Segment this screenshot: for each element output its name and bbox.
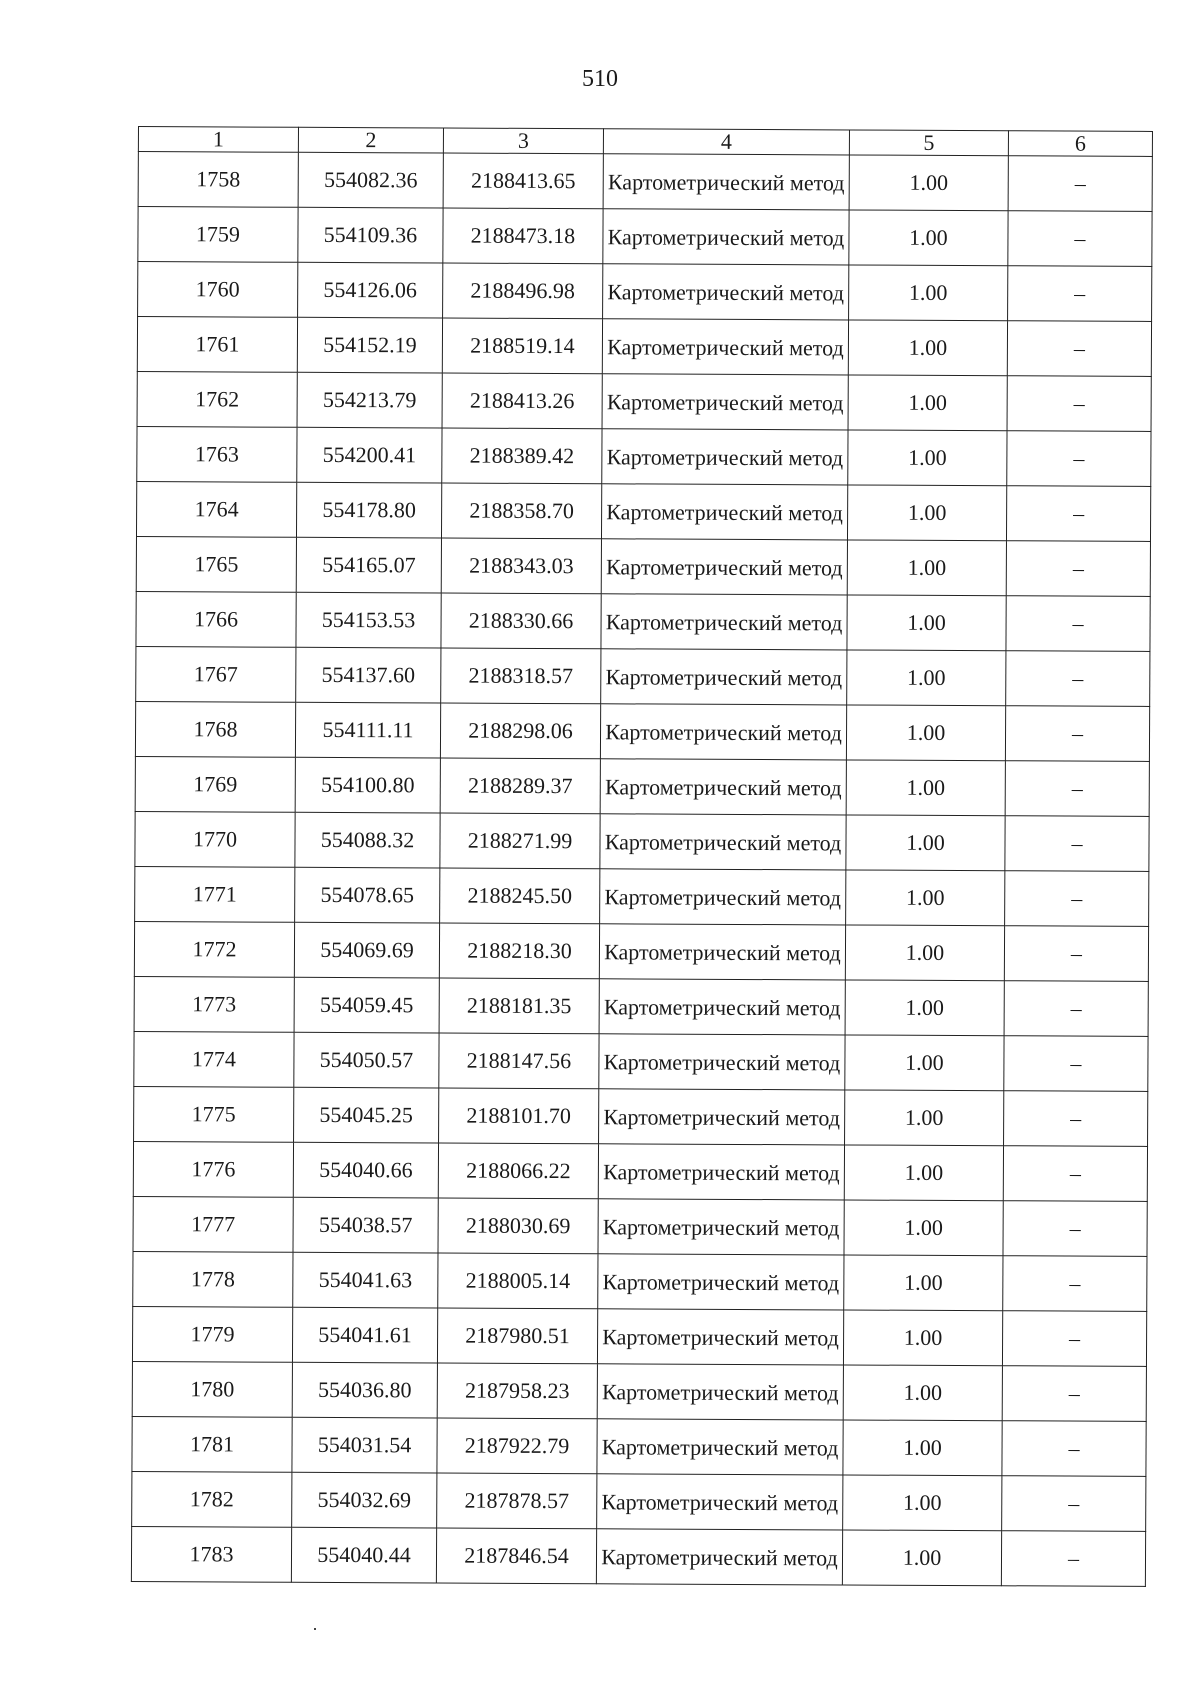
accuracy-cell: 1.00 bbox=[849, 155, 1008, 211]
scan-speck bbox=[314, 1628, 316, 1630]
point-number-cell: 1763 bbox=[137, 426, 297, 482]
y-coordinate-cell: 2188389.42 bbox=[442, 428, 602, 484]
point-number-cell: 1768 bbox=[135, 701, 295, 757]
header-cell-3: 3 bbox=[443, 128, 603, 154]
point-number-cell: 1772 bbox=[134, 921, 294, 977]
method-cell: Картометрический метод bbox=[597, 1474, 843, 1530]
table-row bbox=[133, 1141, 1147, 1201]
accuracy-cell: 1.00 bbox=[844, 1255, 1003, 1311]
x-coordinate-cell: 554050.57 bbox=[294, 1032, 439, 1088]
point-number-cell: 1776 bbox=[133, 1141, 293, 1197]
y-coordinate-cell: 2188005.14 bbox=[438, 1253, 598, 1309]
point-number-cell: 1759 bbox=[138, 207, 298, 263]
y-coordinate-cell: 2188271.99 bbox=[440, 813, 600, 869]
accuracy-cell: 1.00 bbox=[845, 1035, 1004, 1091]
y-coordinate-cell: 2188245.50 bbox=[440, 868, 600, 924]
header-cell-5: 5 bbox=[849, 130, 1008, 156]
y-coordinate-cell: 2187878.57 bbox=[437, 1473, 597, 1529]
note-cell: – bbox=[1006, 541, 1150, 597]
accuracy-cell: 1.00 bbox=[847, 485, 1006, 541]
accuracy-cell: 1.00 bbox=[846, 705, 1005, 761]
point-number-cell: 1765 bbox=[136, 536, 296, 592]
note-cell: – bbox=[1002, 1366, 1146, 1422]
point-number-cell: 1764 bbox=[136, 481, 296, 537]
note-cell: – bbox=[1007, 431, 1151, 487]
y-coordinate-cell: 2187980.51 bbox=[437, 1308, 597, 1364]
point-number-cell: 1766 bbox=[136, 591, 296, 647]
x-coordinate-cell: 554069.69 bbox=[294, 922, 439, 978]
y-coordinate-cell: 2187846.54 bbox=[436, 1528, 596, 1584]
table-row bbox=[136, 591, 1150, 651]
method-cell: Картометрический метод bbox=[603, 264, 849, 320]
method-cell: Картометрический метод bbox=[597, 1364, 843, 1420]
y-coordinate-cell: 2188289.37 bbox=[440, 758, 600, 814]
point-number-cell: 1781 bbox=[132, 1416, 292, 1472]
x-coordinate-cell: 554036.80 bbox=[292, 1362, 437, 1418]
accuracy-cell: 1.00 bbox=[849, 265, 1008, 321]
method-cell: Картометрический метод bbox=[598, 1199, 844, 1255]
table-row bbox=[135, 866, 1149, 926]
note-cell: – bbox=[1005, 816, 1149, 872]
point-number-cell: 1773 bbox=[134, 976, 294, 1032]
y-coordinate-cell: 2188413.26 bbox=[442, 373, 602, 429]
table-row bbox=[132, 1361, 1146, 1421]
point-number-cell: 1770 bbox=[135, 811, 295, 867]
x-coordinate-cell: 554100.80 bbox=[295, 757, 440, 813]
table-body bbox=[131, 127, 1152, 1587]
table-row bbox=[132, 1306, 1146, 1366]
method-cell: Картометрический метод bbox=[597, 1419, 843, 1475]
method-cell: Картометрический метод bbox=[602, 319, 848, 375]
accuracy-cell: 1.00 bbox=[849, 210, 1008, 266]
table-row bbox=[133, 1251, 1147, 1311]
y-coordinate-cell: 2188358.70 bbox=[441, 483, 601, 539]
x-coordinate-cell: 554041.63 bbox=[293, 1252, 438, 1308]
x-coordinate-cell: 554032.69 bbox=[292, 1472, 437, 1528]
table-row bbox=[137, 371, 1151, 431]
point-number-cell: 1778 bbox=[133, 1251, 293, 1307]
table-row bbox=[132, 1416, 1146, 1476]
x-coordinate-cell: 554040.66 bbox=[293, 1142, 438, 1198]
point-number-cell: 1769 bbox=[135, 756, 295, 812]
method-cell: Картометрический метод bbox=[601, 539, 847, 595]
point-number-cell: 1779 bbox=[132, 1306, 292, 1362]
table-row bbox=[134, 921, 1148, 981]
table-row bbox=[135, 756, 1149, 816]
coordinates-table bbox=[131, 126, 1153, 1587]
header-cell-4: 4 bbox=[603, 129, 849, 155]
point-number-cell: 1777 bbox=[133, 1196, 293, 1252]
table-row bbox=[135, 811, 1149, 871]
point-number-cell: 1771 bbox=[135, 866, 295, 922]
note-cell: – bbox=[1007, 376, 1151, 432]
accuracy-cell: 1.00 bbox=[846, 815, 1005, 871]
accuracy-cell: 1.00 bbox=[847, 595, 1006, 651]
point-number-cell: 1767 bbox=[136, 646, 296, 702]
header-cell-6: 6 bbox=[1008, 131, 1152, 157]
y-coordinate-cell: 2188147.56 bbox=[439, 1033, 599, 1089]
method-cell: Картометрический метод bbox=[600, 704, 846, 760]
table-row bbox=[132, 1471, 1146, 1531]
point-number-cell: 1761 bbox=[137, 317, 297, 373]
x-coordinate-cell: 554213.79 bbox=[297, 372, 442, 428]
note-cell: – bbox=[1003, 1201, 1147, 1257]
accuracy-cell: 1.00 bbox=[843, 1310, 1002, 1366]
table-row bbox=[137, 426, 1151, 486]
x-coordinate-cell: 554088.32 bbox=[295, 812, 440, 868]
accuracy-cell: 1.00 bbox=[845, 1090, 1004, 1146]
note-cell: – bbox=[1002, 1421, 1146, 1477]
note-cell: – bbox=[1006, 596, 1150, 652]
x-coordinate-cell: 554111.11 bbox=[295, 702, 440, 758]
y-coordinate-cell: 2188030.69 bbox=[438, 1198, 598, 1254]
point-number-cell: 1758 bbox=[138, 152, 298, 208]
y-coordinate-cell: 2188298.06 bbox=[440, 703, 600, 759]
point-number-cell: 1775 bbox=[134, 1086, 294, 1142]
page-number: 510 bbox=[582, 66, 618, 92]
y-coordinate-cell: 2188413.65 bbox=[443, 153, 603, 209]
table-row bbox=[136, 646, 1150, 706]
note-cell: – bbox=[1001, 1531, 1145, 1587]
note-cell: – bbox=[1004, 926, 1148, 982]
y-coordinate-cell: 2188066.22 bbox=[438, 1143, 598, 1199]
note-cell: – bbox=[1007, 321, 1151, 377]
note-cell: – bbox=[1003, 1146, 1147, 1202]
method-cell: Картометрический метод bbox=[600, 814, 846, 870]
x-coordinate-cell: 554152.19 bbox=[297, 317, 442, 373]
y-coordinate-cell: 2188218.30 bbox=[439, 923, 599, 979]
y-coordinate-cell: 2188181.35 bbox=[439, 978, 599, 1034]
note-cell: – bbox=[1004, 981, 1148, 1037]
method-cell: Картометрический метод bbox=[600, 759, 846, 815]
method-cell: Картометрический метод bbox=[599, 924, 845, 980]
table-row bbox=[138, 152, 1152, 212]
note-cell: – bbox=[1005, 871, 1149, 927]
method-cell: Картометрический метод bbox=[601, 649, 847, 705]
point-number-cell: 1780 bbox=[132, 1361, 292, 1417]
x-coordinate-cell: 554137.60 bbox=[296, 647, 441, 703]
note-cell: – bbox=[1005, 761, 1149, 817]
x-coordinate-cell: 554200.41 bbox=[297, 427, 442, 483]
point-number-cell: 1774 bbox=[134, 1031, 294, 1087]
note-cell: – bbox=[1006, 486, 1150, 542]
point-number-cell: 1782 bbox=[132, 1471, 292, 1527]
method-cell: Картометрический метод bbox=[599, 979, 845, 1035]
accuracy-cell: 1.00 bbox=[842, 1530, 1001, 1586]
point-number-cell: 1760 bbox=[138, 262, 298, 318]
note-cell: – bbox=[1008, 211, 1152, 267]
x-coordinate-cell: 554045.25 bbox=[294, 1087, 439, 1143]
method-cell: Картометрический метод bbox=[603, 209, 849, 265]
x-coordinate-cell: 554153.53 bbox=[296, 592, 441, 648]
accuracy-cell: 1.00 bbox=[848, 375, 1007, 431]
table-row bbox=[138, 207, 1152, 267]
method-cell: Картометрический метод bbox=[602, 374, 848, 430]
method-cell: Картометрический метод bbox=[603, 154, 849, 210]
note-cell: – bbox=[1003, 1256, 1147, 1312]
table-row bbox=[136, 536, 1150, 596]
method-cell: Картометрический метод bbox=[602, 429, 848, 485]
method-cell: Картометрический метод bbox=[600, 869, 846, 925]
x-coordinate-cell: 554040.44 bbox=[291, 1527, 436, 1583]
note-cell: – bbox=[1004, 1091, 1148, 1147]
method-cell: Картометрический метод bbox=[601, 484, 847, 540]
table-row bbox=[134, 976, 1148, 1036]
x-coordinate-cell: 554165.07 bbox=[296, 537, 441, 593]
y-coordinate-cell: 2188318.57 bbox=[441, 648, 601, 704]
table-row bbox=[134, 1086, 1148, 1146]
y-coordinate-cell: 2188343.03 bbox=[441, 538, 601, 594]
x-coordinate-cell: 554082.36 bbox=[298, 152, 443, 208]
accuracy-cell: 1.00 bbox=[843, 1475, 1002, 1531]
method-cell: Картометрический метод bbox=[597, 1309, 843, 1365]
accuracy-cell: 1.00 bbox=[845, 980, 1004, 1036]
x-coordinate-cell: 554059.45 bbox=[294, 977, 439, 1033]
accuracy-cell: 1.00 bbox=[846, 870, 1005, 926]
method-cell: Картометрический метод bbox=[596, 1529, 842, 1585]
table-row bbox=[133, 1196, 1147, 1256]
coordinates-table-container bbox=[131, 126, 1152, 1587]
note-cell: – bbox=[1004, 1036, 1148, 1092]
table-row bbox=[135, 701, 1149, 761]
accuracy-cell: 1.00 bbox=[844, 1145, 1003, 1201]
method-cell: Картометрический метод bbox=[598, 1144, 844, 1200]
note-cell: – bbox=[1008, 156, 1152, 212]
x-coordinate-cell: 554078.65 bbox=[295, 867, 440, 923]
point-number-cell: 1783 bbox=[131, 1526, 291, 1582]
accuracy-cell: 1.00 bbox=[847, 540, 1006, 596]
point-number-cell: 1762 bbox=[137, 371, 297, 427]
note-cell: – bbox=[1006, 651, 1150, 707]
accuracy-cell: 1.00 bbox=[844, 1200, 1003, 1256]
x-coordinate-cell: 554041.61 bbox=[292, 1307, 437, 1363]
table-row bbox=[131, 1526, 1145, 1586]
accuracy-cell: 1.00 bbox=[846, 760, 1005, 816]
note-cell: – bbox=[1002, 1476, 1146, 1532]
y-coordinate-cell: 2187958.23 bbox=[437, 1363, 597, 1419]
x-coordinate-cell: 554126.06 bbox=[298, 262, 443, 318]
y-coordinate-cell: 2188496.98 bbox=[443, 263, 603, 319]
accuracy-cell: 1.00 bbox=[845, 925, 1004, 981]
x-coordinate-cell: 554031.54 bbox=[292, 1417, 437, 1473]
method-cell: Картометрический метод bbox=[599, 1034, 845, 1090]
x-coordinate-cell: 554109.36 bbox=[298, 207, 443, 263]
accuracy-cell: 1.00 bbox=[848, 430, 1007, 486]
table-row bbox=[137, 317, 1151, 377]
y-coordinate-cell: 2188330.66 bbox=[441, 593, 601, 649]
table-row bbox=[136, 481, 1150, 541]
note-cell: – bbox=[1008, 266, 1152, 322]
y-coordinate-cell: 2187922.79 bbox=[437, 1418, 597, 1474]
accuracy-cell: 1.00 bbox=[843, 1420, 1002, 1476]
x-coordinate-cell: 554038.57 bbox=[293, 1197, 438, 1253]
accuracy-cell: 1.00 bbox=[847, 650, 1006, 706]
note-cell: – bbox=[1005, 706, 1149, 762]
table-row bbox=[138, 262, 1152, 322]
y-coordinate-cell: 2188473.18 bbox=[443, 208, 603, 264]
method-cell: Картометрический метод bbox=[598, 1254, 844, 1310]
y-coordinate-cell: 2188101.70 bbox=[439, 1088, 599, 1144]
method-cell: Картометрический метод bbox=[599, 1089, 845, 1145]
accuracy-cell: 1.00 bbox=[843, 1365, 1002, 1421]
header-cell-2: 2 bbox=[298, 127, 443, 153]
x-coordinate-cell: 554178.80 bbox=[296, 482, 441, 538]
header-cell-1: 1 bbox=[138, 127, 298, 153]
y-coordinate-cell: 2188519.14 bbox=[442, 318, 602, 374]
accuracy-cell: 1.00 bbox=[848, 320, 1007, 376]
note-cell: – bbox=[1002, 1311, 1146, 1367]
table-row bbox=[134, 1031, 1148, 1091]
method-cell: Картометрический метод bbox=[601, 594, 847, 650]
